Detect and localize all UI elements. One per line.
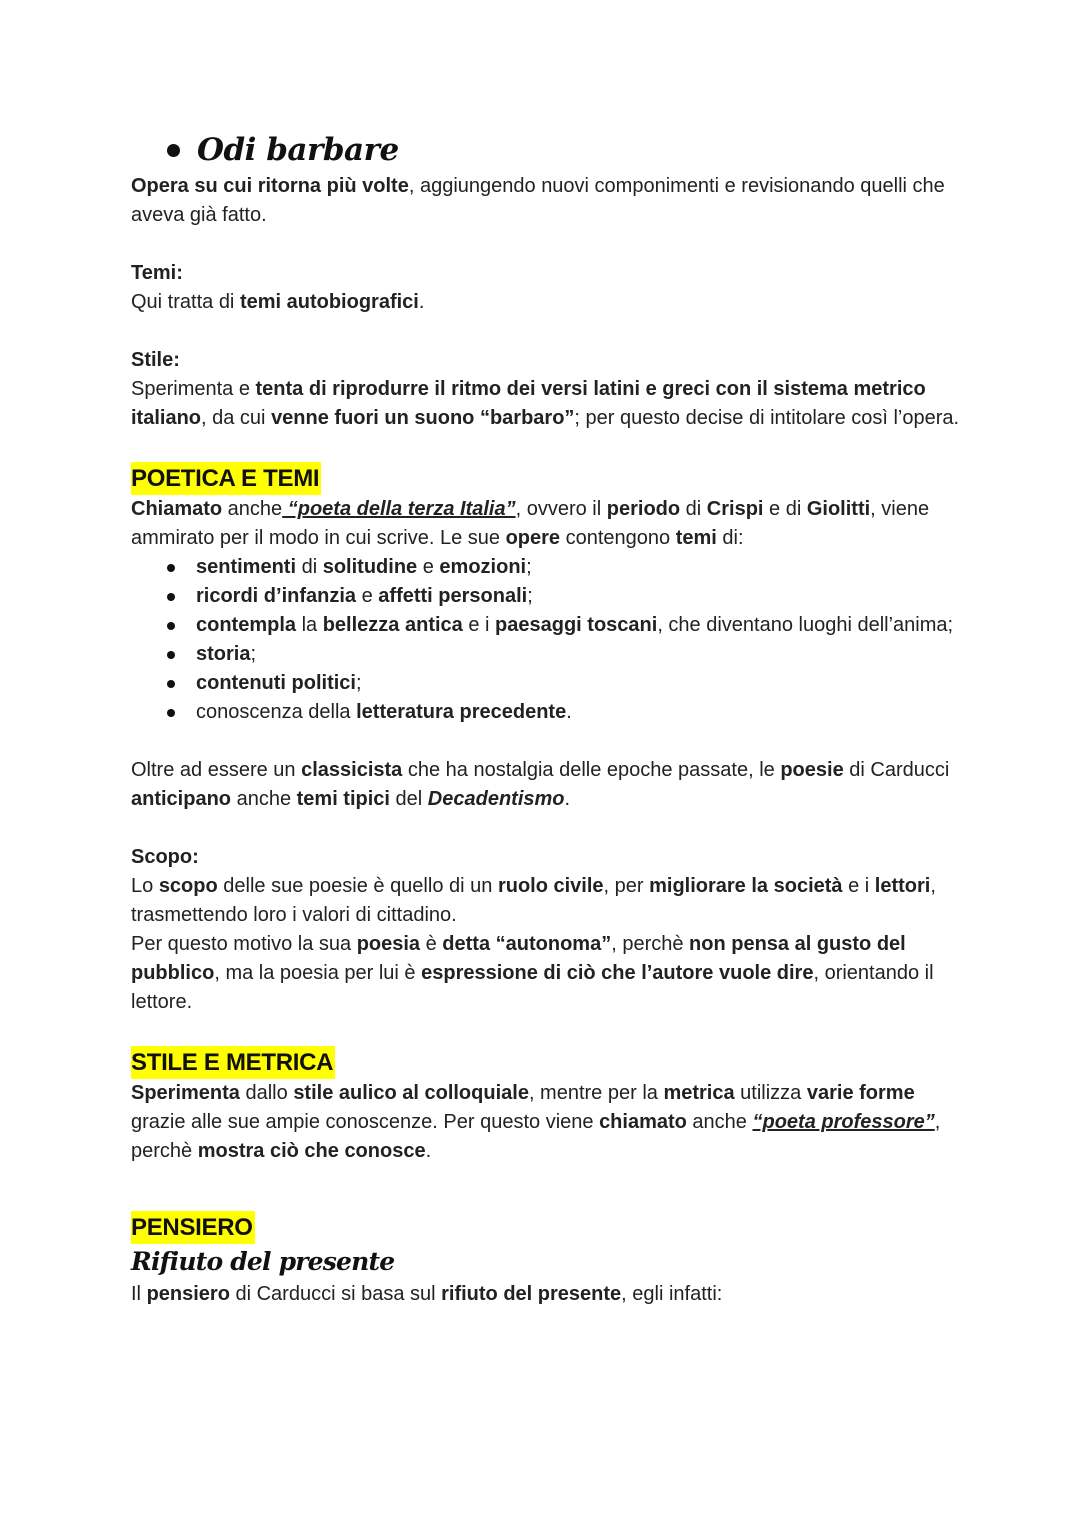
bullet-icon xyxy=(167,144,180,157)
poetica-intro: Chiamato anche “poeta della terza Italia”, ovvero il periodo di Crispi e di Giolitti, viene ammirato per il modo in cui scrive. Le sue opere contengono temi di: xyxy=(131,498,930,549)
pensiero-subheading: Rifiuto del presente xyxy=(131,1247,395,1276)
pensiero-text: Il pensiero di Carducci si basa sul rifiuto del presente, egli infatti: xyxy=(131,1283,723,1305)
bullet-icon xyxy=(167,593,175,601)
list-item: conoscenza della letteratura precedente. xyxy=(196,698,961,727)
odi-intro: Opera su cui ritorna più volte, aggiungendo nuovi componimenti e revisionando quelli che aveva già fatto. xyxy=(131,175,945,226)
bullet-icon xyxy=(167,680,175,688)
scopo-label: Scopo: xyxy=(131,846,199,868)
bullet-icon xyxy=(167,564,175,572)
temi-text: Qui tratta di temi autobiografici. xyxy=(131,291,425,313)
bullet-icon xyxy=(167,709,175,717)
section-title-row xyxy=(131,128,961,172)
scopo-paragraph-1: Lo scopo delle sue poesie è quello di un ruolo civile, per migliorare la società e i lettori, trasmettendo loro i valori di cittadino. xyxy=(131,875,936,926)
document-content xyxy=(131,128,961,1309)
section-heading-pensiero: PENSIERO xyxy=(131,1211,961,1244)
section-heading-poetica: POETICA E TEMI xyxy=(131,462,961,495)
stile-label: Stile: xyxy=(131,349,180,371)
stile-text: Sperimenta e tenta di riprodurre il ritmo dei versi latini e greci con il sistema metrico italiano, da cui venne fuori un suono “barbaro”; per questo decise di intitolare così l’opera. xyxy=(131,378,960,429)
scopo-paragraph-2: Per questo motivo la sua poesia è detta “autonoma”, perchè non pensa al gusto del pubblico, ma la poesia per lui è espressione di ciò che l’autore vuole dire, orientando il lettore. xyxy=(131,933,934,1013)
section-heading-stile: STILE E METRICA xyxy=(131,1046,961,1079)
bullet-icon xyxy=(167,651,175,659)
list-item: contenuti politici; xyxy=(196,669,961,698)
temi-label: Temi: xyxy=(131,262,183,284)
poetica-closing: Oltre ad essere un classicista che ha nostalgia delle epoche passate, le poesie di Carducci anticipano anche temi tipici del Decadentismo. xyxy=(131,759,950,810)
list-item: ricordi d’infanzia e affetti personali; xyxy=(196,582,961,611)
stile-metrica-text: Sperimenta dallo stile aulico al colloquiale, mentre per la metrica utilizza varie forme grazie alle sue ampie conoscenze. Per questo viene chiamato anche “poeta professore”, perchè mostra ciò che conosce. xyxy=(131,1082,941,1162)
list-item: contempla la bellezza antica e i paesaggi toscani, che diventano luoghi dell’anima; xyxy=(196,611,961,640)
bullet-icon xyxy=(167,622,175,630)
list-item: sentimenti di solitudine e emozioni; xyxy=(196,553,961,582)
temi-list xyxy=(131,553,961,727)
section-title: Odi barbare xyxy=(197,132,399,168)
list-item: storia; xyxy=(196,640,961,669)
